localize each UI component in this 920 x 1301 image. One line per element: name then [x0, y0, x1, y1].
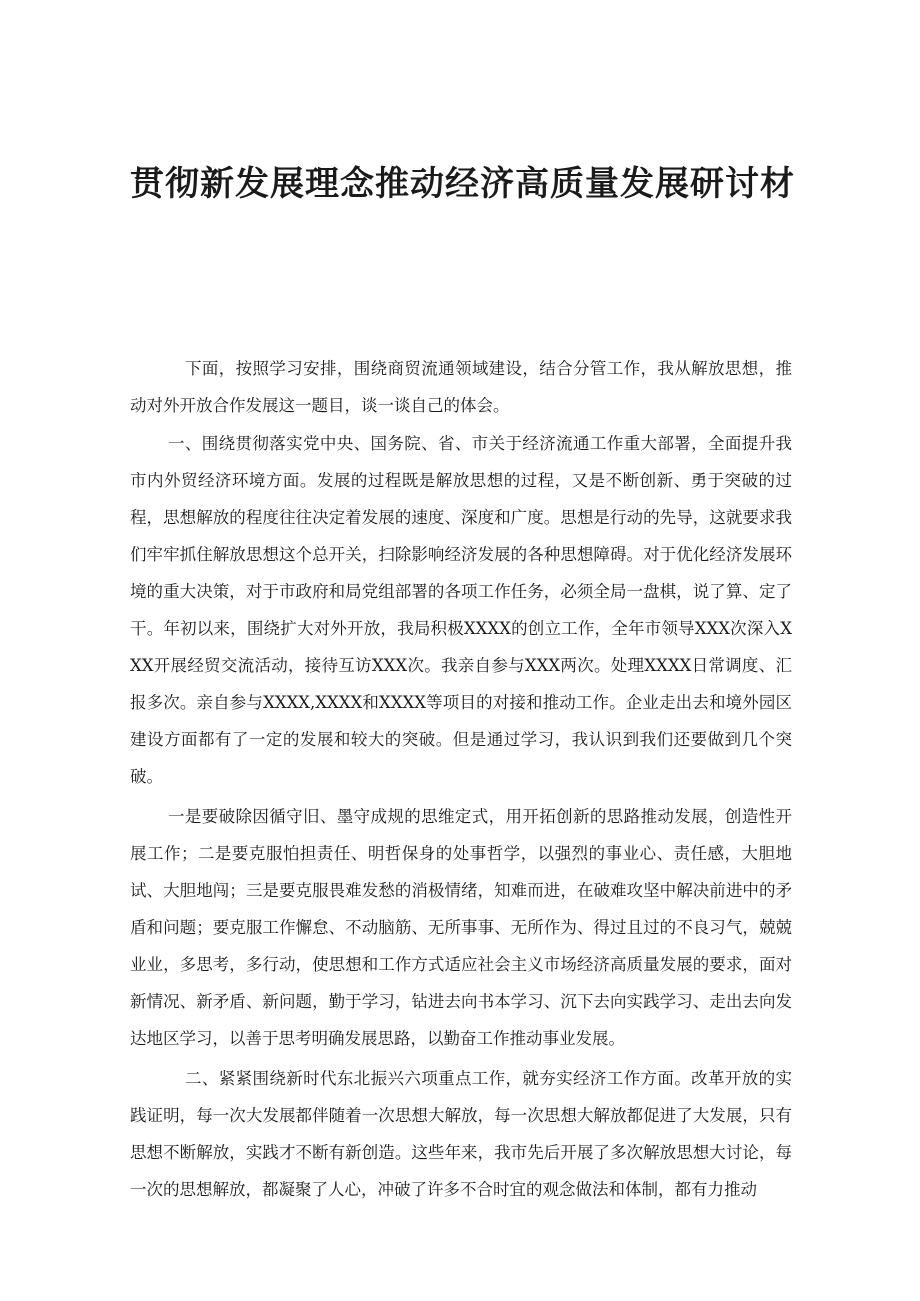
document-body: [130, 350, 792, 1208]
paragraph-intro: 下面，按照学习安排，围绕商贸流通领域建设，结合分管工作，我从解放思想，推动对外开放合作发展这一题目，谈一谈自己的体会。: [130, 359, 792, 415]
paragraph-section-one: 一、围绕贯彻落实党中央、国务院、省、市关于经济流通工作重大部署，全面提升我市内外贸经济环境方面。发展的过程既是解放思想的过程，又是不断创新、勇于突破的过程，思想解放的程度往往决定着发展的速度、深度和广度。思想是行动的先导，这就要求我们牢牢抓住解放思想这个总开关，扫除影响经济发展的各种思想障碍。对于优化经济发展环境的重大决策，对于市政府和局党组部署的各项工作任务，必须全局一盘棋，说了算、定了干。年初以来，围绕扩大对外开放，我局积极XXXX的创立工作，全年市领导XXX次深入XXX开展经贸交流活动，接待互访XXX次。我亲自参与XXX两次。处理XXXX日常调度、汇报多次。亲自参与XXXX,XXXX和XXXX等项目的对接和推动工作。企业走出去和境外园区建设方面都有了一定的发展和较大的突破。但是通过学习，我认识到我们还要做到几个突破。: [130, 434, 792, 786]
document-title: 贯彻新发展理念推动经济高质量发展研讨材: [130, 164, 795, 204]
paragraph-breakthroughs: 一是要破除因循守旧、墨守成规的思维定式，用开拓创新的思路推动发展，创造性开展工作；二是要克服怕担责任、明哲保身的处事哲学，以强烈的事业心、责任感，大胆地试、大胆地闯；三是要克服畏难发愁的消极情绪，知难而进，在破难攻坚中解决前进中的矛盾和问题；要克服工作懈怠、不动脑筋、无所事事、无所作为、得过且过的不良习气，兢兢业业，多思考，多行动，使思想和工作方式适应社会主义市场经济高质量发展的要求，面对新情况、新矛盾、新问题，勤于学习，钻进去向书本学习、沉下去向实践学习、走出去向发达地区学习，以善于思考明确发展思路，以勤奋工作推动事业发展。: [130, 807, 792, 1048]
paragraph-section-two: 二、紧紧围绕新时代东北振兴六项重点工作，就夯实经济工作方面。改革开放的实践证明，每一次大发展都伴随着一次思想大解放，每一次思想大解放都促进了大发展，只有思想不断解放，实践才不断有新创造。这些年来，我市先后开展了多次解放思想大讨论，每一次的思想解放，都凝聚了人心，冲破了许多不合时宜的观念做法和体制，都有力推动: [130, 1069, 792, 1199]
